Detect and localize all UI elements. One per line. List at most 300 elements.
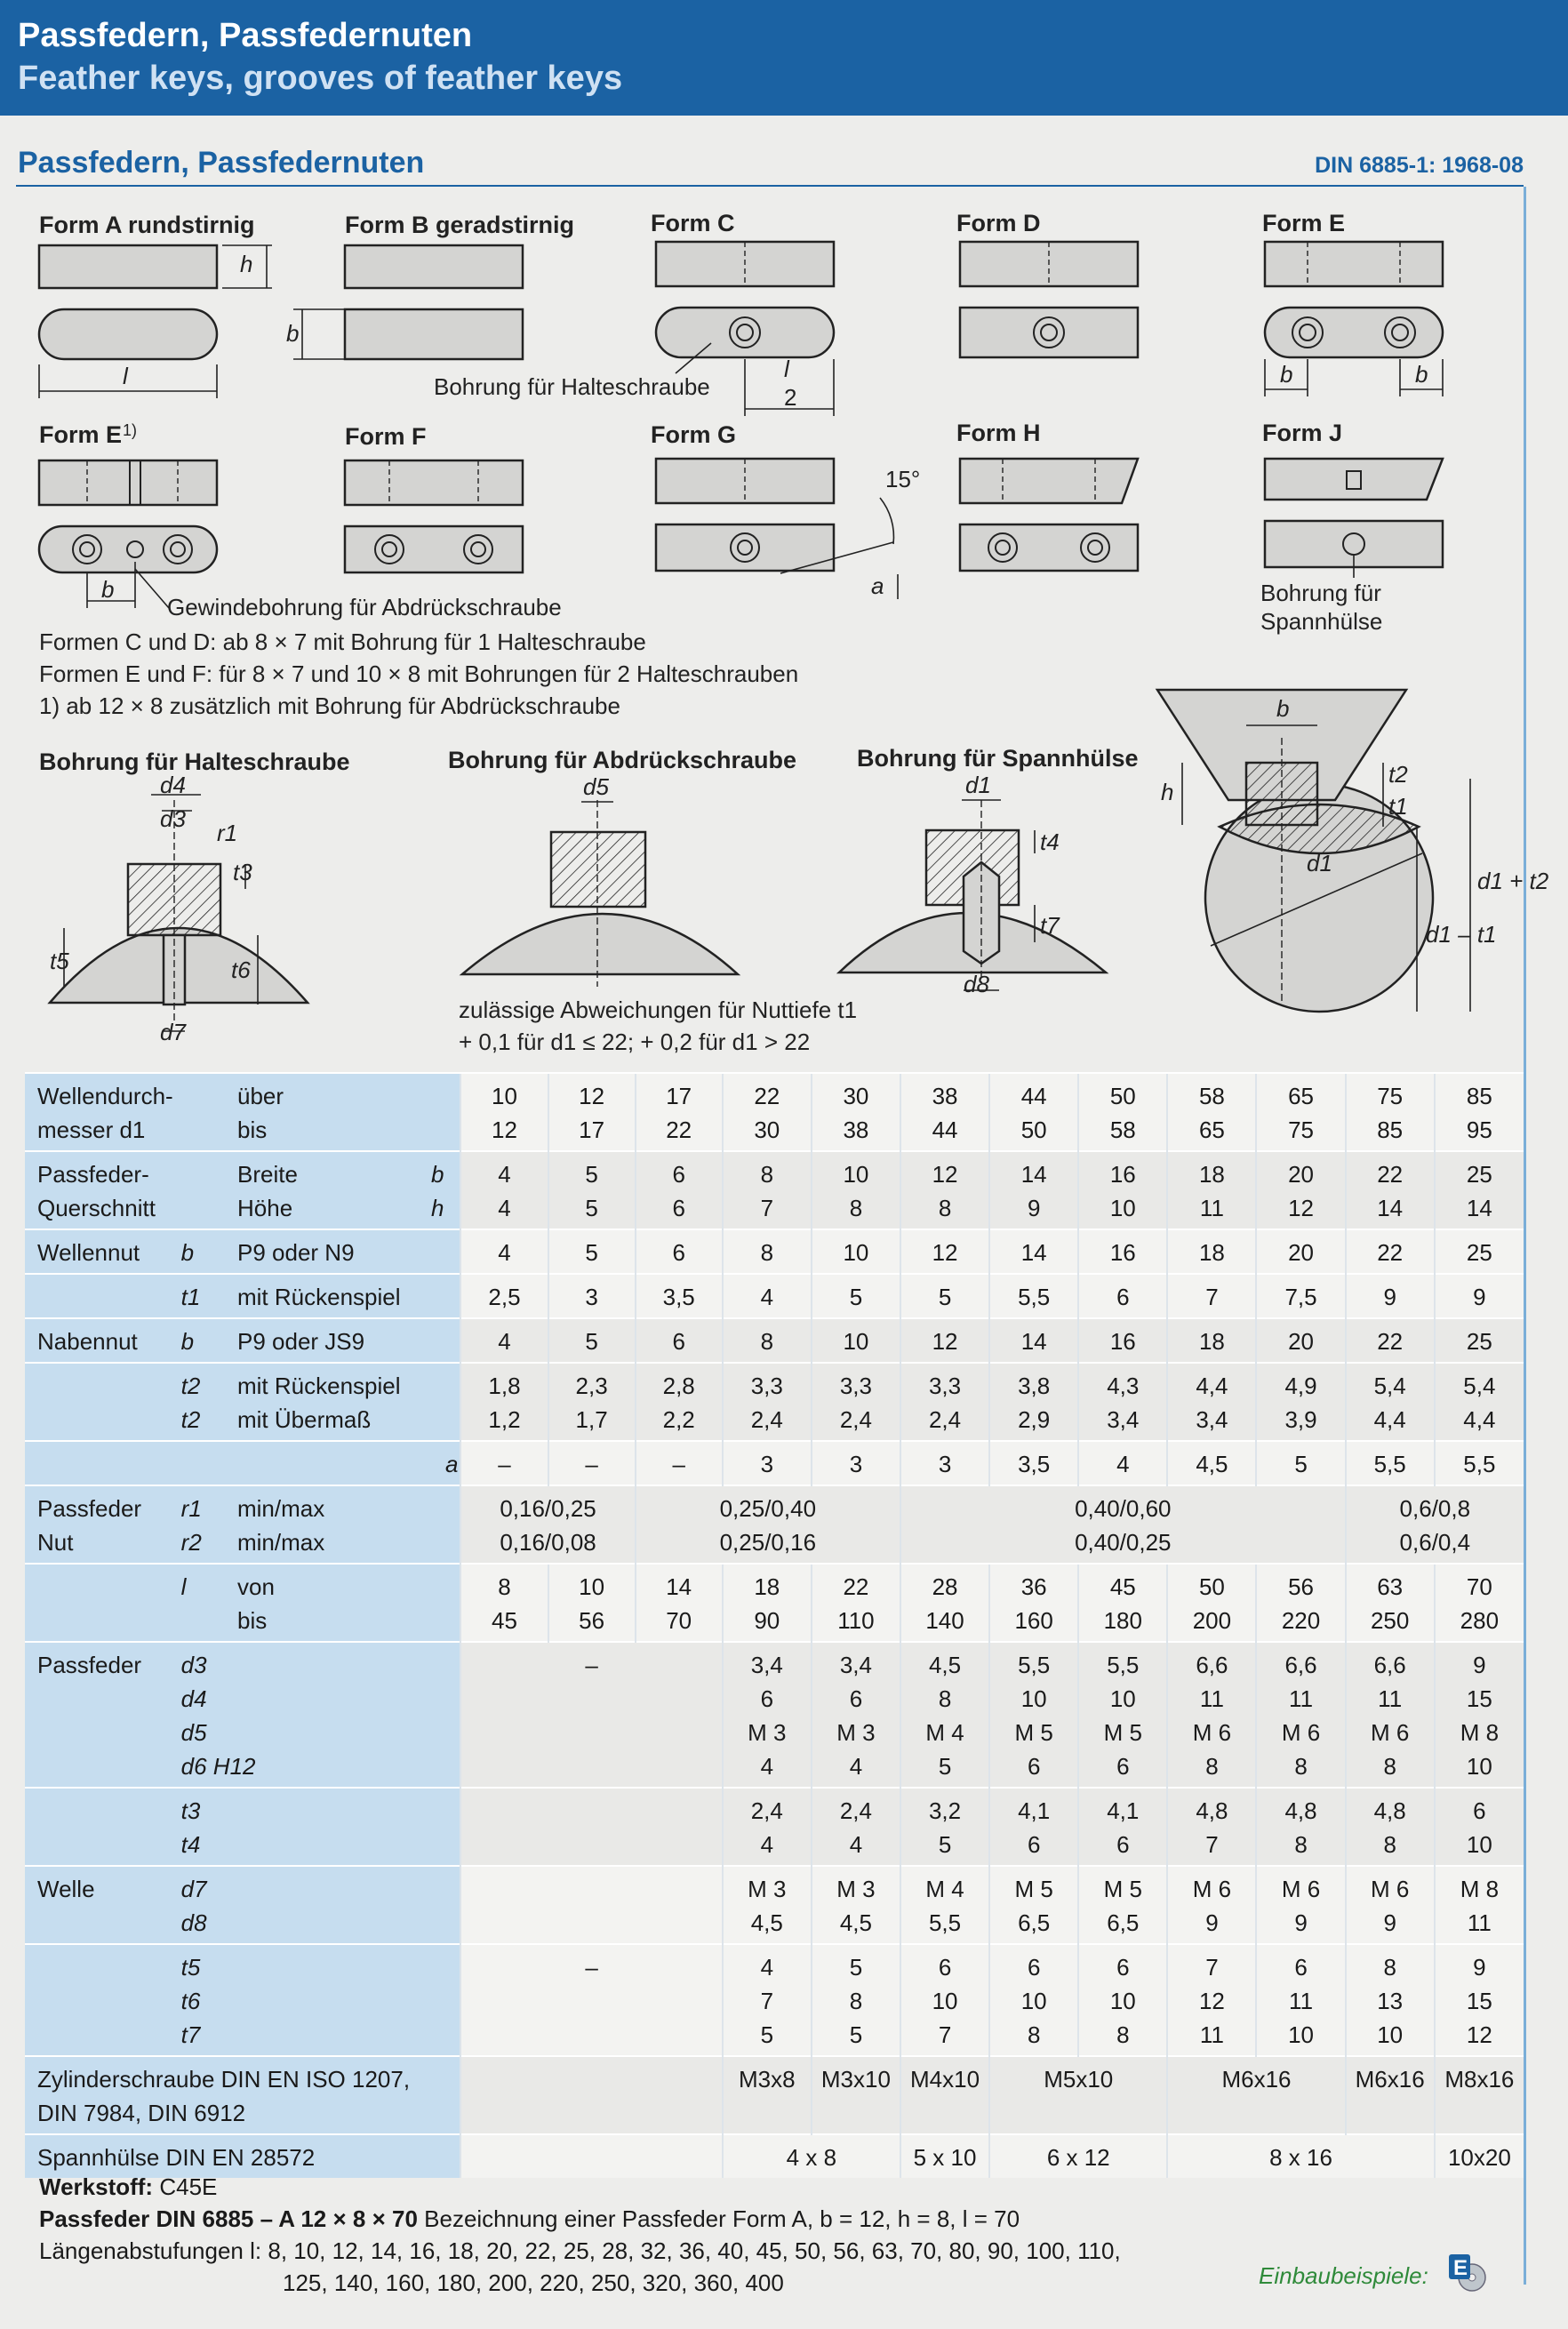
cell-value xyxy=(237,1157,444,1191)
cell-value: 6 xyxy=(1116,1954,1130,1981)
cell-value: 75 xyxy=(1377,1083,1404,1109)
table-cell xyxy=(900,1866,989,1944)
form-g-label: Form G xyxy=(651,421,737,448)
form-b-label: Form B geradstirnig xyxy=(345,212,575,238)
dim-l: l xyxy=(123,363,128,389)
table-cell: M3x10 xyxy=(812,2056,900,2134)
cell-value: 14 xyxy=(1466,1195,1492,1221)
cell-value: Breite xyxy=(237,1161,298,1188)
table-cell xyxy=(900,1363,989,1441)
cell-value: 70 xyxy=(666,1607,692,1634)
table-cell xyxy=(812,1151,900,1229)
table-cell xyxy=(1346,1151,1435,1229)
cell-value: 8 xyxy=(1383,1954,1396,1981)
row-wellennut-b xyxy=(25,1229,1524,1274)
cell-value: d5 xyxy=(180,1719,207,1746)
table-cell xyxy=(548,1564,636,1642)
cell-value: mit Übermaß xyxy=(237,1406,372,1433)
cell-value: 22 xyxy=(843,1573,869,1600)
table-cell: 8 xyxy=(723,1318,812,1363)
table-cell xyxy=(1435,1073,1524,1151)
detail-d3: d3 xyxy=(160,805,186,832)
cell-value: Querschnitt xyxy=(37,1195,156,1221)
cell-value: M 6 xyxy=(1281,1719,1321,1746)
cell-value: t2 xyxy=(180,1406,201,1433)
table-cell xyxy=(1078,1642,1167,1788)
cell-value: 140 xyxy=(925,1607,964,1634)
cell-value: 22 xyxy=(754,1083,780,1109)
section-t2: t2 xyxy=(1388,761,1408,788)
table-cell: 22 xyxy=(1346,1318,1435,1363)
cell-value: 4 xyxy=(760,1753,774,1780)
cell-value: 38 xyxy=(843,1116,869,1143)
cell-value: 18 xyxy=(754,1573,780,1600)
cell-value: 11 xyxy=(1289,1685,1314,1712)
cell-value: 7 xyxy=(760,1988,774,2014)
table-cell xyxy=(1256,1642,1345,1788)
table-cell: 5 xyxy=(548,1318,636,1363)
einbaubeispiele-link[interactable]: Einbaubeispiele: xyxy=(1259,2262,1428,2289)
table-cell xyxy=(900,1564,989,1642)
norm-reference: DIN 6885-1: 1968-08 xyxy=(1315,153,1524,178)
table-cell xyxy=(548,1151,636,1229)
table-cell: 6 xyxy=(636,1229,723,1274)
cell-value: 22 xyxy=(1377,1161,1404,1188)
table-cell xyxy=(1346,1564,1435,1642)
cell-value: 3,4 xyxy=(839,1652,872,1678)
cell-value: 10 xyxy=(1109,1685,1136,1712)
table-cell xyxy=(1167,1363,1256,1441)
cell-value: 11 xyxy=(1289,1988,1314,2014)
table-cell: 7,5 xyxy=(1256,1274,1345,1318)
note-cd: Formen C und D: ab 8 × 7 mit Bohrung für 1 Halteschraube xyxy=(39,628,646,655)
table-cell: 4 x 8 xyxy=(723,2134,900,2178)
cell-value: 6 xyxy=(849,1685,863,1712)
cell-value: 0,40/0,60 xyxy=(1075,1495,1172,1522)
form-h-label: Form H xyxy=(956,420,1041,446)
cell-value: 5 xyxy=(938,1831,952,1858)
cell-value: M 3 xyxy=(836,1876,876,1902)
cell-value: d4 xyxy=(180,1685,207,1712)
table-cell: 5,5 xyxy=(1435,1441,1524,1485)
table-cell: 4 xyxy=(1078,1441,1167,1485)
table-cell xyxy=(989,1866,1078,1944)
cell-value: Nut xyxy=(37,1529,74,1556)
dim-b: b xyxy=(286,320,300,347)
table-cell: l xyxy=(178,1564,234,1642)
detail-d7: d7 xyxy=(160,1019,186,1045)
table-cell: 5 xyxy=(900,1274,989,1318)
cell-value: 5,5 xyxy=(1107,1652,1140,1678)
werkstoff-label: Werkstoff: xyxy=(39,2173,154,2200)
table-cell xyxy=(900,1151,989,1229)
cell-value: M 6 xyxy=(1192,1876,1232,1902)
cell-value: 12 xyxy=(579,1083,605,1109)
table-cell xyxy=(460,1073,548,1151)
table-cell xyxy=(25,1073,178,1151)
detail-d5: d5 xyxy=(583,773,609,800)
cell-value: 15 xyxy=(1466,1685,1492,1712)
cell-value: 8 xyxy=(1205,1753,1219,1780)
form-f-label: Form F xyxy=(345,423,427,450)
row-a xyxy=(25,1441,1524,1485)
table-cell xyxy=(812,1866,900,1944)
cell-value: 65 xyxy=(1288,1083,1314,1109)
cell-value: 6 xyxy=(1116,1831,1130,1858)
cell-value: 25 xyxy=(1466,1161,1492,1188)
form-f-top-view xyxy=(345,526,523,572)
cell-value: 8 xyxy=(1294,1831,1308,1858)
form-f-side-view xyxy=(345,460,523,505)
cell-value xyxy=(237,1191,444,1225)
detail-t4: t4 xyxy=(1040,828,1060,855)
table-cell xyxy=(1256,1866,1345,1944)
table-cell xyxy=(1167,1151,1256,1229)
table-cell xyxy=(900,1788,989,1866)
cell-value: 17 xyxy=(666,1083,692,1109)
table-cell xyxy=(636,1151,723,1229)
cell-value: 0,16/0,08 xyxy=(500,1529,596,1556)
table-cell xyxy=(1435,1151,1524,1229)
table-cell xyxy=(460,1866,722,1944)
cell-value: 11 xyxy=(1199,1195,1224,1221)
table-cell: 14 xyxy=(989,1229,1078,1274)
table-cell xyxy=(178,1151,234,1229)
table-cell xyxy=(25,1274,178,1318)
table-cell: 18 xyxy=(1167,1318,1256,1363)
annotation-spannhuelse-2: Spannhülse xyxy=(1260,608,1383,635)
table-cell: 5 xyxy=(812,1274,900,1318)
table-cell xyxy=(1346,1944,1435,2056)
cell-value: h xyxy=(430,1195,444,1221)
table-cell: 4 xyxy=(460,1318,548,1363)
cell-value: 6 xyxy=(938,1954,952,1981)
cell-value: d6 H12 xyxy=(180,1753,256,1780)
cell-value: 30 xyxy=(754,1116,780,1143)
cell-value: 2,4 xyxy=(839,1406,872,1433)
table-cell xyxy=(1346,1642,1435,1788)
cell-value: Passfeder xyxy=(37,1495,142,1522)
cell-value: 14 xyxy=(666,1573,692,1600)
cell-value: 12 xyxy=(932,1161,958,1188)
table-cell xyxy=(723,1944,812,2056)
cell-value: 8 xyxy=(938,1195,952,1221)
table-cell xyxy=(25,1485,178,1564)
table-cell: 5,5 xyxy=(1346,1441,1435,1485)
cell-value: 45 xyxy=(492,1607,517,1634)
row-radien xyxy=(25,1485,1524,1564)
cell-value: 6,6 xyxy=(1284,1652,1317,1678)
cell-value: bis xyxy=(237,1116,268,1143)
table-cell xyxy=(548,1363,636,1441)
table-cell xyxy=(1256,1788,1345,1866)
cell-value: 3,8 xyxy=(1018,1373,1051,1399)
cell-value: 8 xyxy=(938,1685,952,1712)
table-cell: 10 xyxy=(812,1229,900,1274)
cell-value: 9 xyxy=(1205,1909,1219,1936)
cell-value: 6,5 xyxy=(1018,1909,1051,1936)
row-passfeder-bohrung xyxy=(25,1642,1524,1788)
table-cell xyxy=(723,1564,812,1642)
cell-value: min/max xyxy=(237,1495,325,1522)
table-cell xyxy=(1167,1564,1256,1642)
table-cell xyxy=(178,1788,461,1866)
table-cell: M3x8 xyxy=(723,2056,812,2134)
detail-abdrueck-title: Bohrung für Abdrückschraube xyxy=(448,747,797,773)
title-english: Feather keys, grooves of feather keys xyxy=(18,60,623,97)
table-cell: 5 xyxy=(1256,1441,1345,1485)
cell-value: mit Rückenspiel xyxy=(237,1373,401,1399)
table-cell xyxy=(1256,1151,1345,1229)
laengen-label: Längenabstufungen l: xyxy=(39,2237,262,2264)
bezeichnung-bold: Passfeder DIN 6885 – A 12 × 8 × 70 xyxy=(39,2205,418,2232)
cell-value: DIN 7984, DIN 6912 xyxy=(37,2100,246,2126)
tolerance-line-2: + 0,1 für d1 ≤ 22; + 0,2 für d1 > 22 xyxy=(459,1028,811,1055)
cell-value: 36 xyxy=(1020,1573,1047,1600)
form-h-top-view xyxy=(960,524,1138,571)
cell-value: 38 xyxy=(932,1083,958,1109)
annotation-halteschraube: Bohrung für Halteschraube xyxy=(434,373,710,400)
table-cell: 7 xyxy=(1167,1274,1256,1318)
table-cell xyxy=(989,1944,1078,2056)
table-cell xyxy=(25,2056,460,2134)
table-cell xyxy=(1435,1788,1524,1866)
disc-e-icon[interactable] xyxy=(1447,2253,1486,2292)
cell-value: 4 xyxy=(760,1954,774,1981)
table-cell: 3,5 xyxy=(636,1274,723,1318)
cell-value: M 8 xyxy=(1460,1876,1500,1902)
table-cell xyxy=(723,1073,812,1151)
table-cell xyxy=(1435,1363,1524,1441)
section-title: Passfedern, Passfedernuten xyxy=(18,146,425,180)
cell-value: 56 xyxy=(579,1607,605,1634)
cell-value: 10 xyxy=(579,1573,605,1600)
table-cell: Wellennut xyxy=(25,1229,178,1274)
dim-b-e-left: b xyxy=(1280,361,1293,388)
table-cell xyxy=(1167,1642,1256,1788)
cell-value: 5,4 xyxy=(1373,1373,1406,1399)
form-e1-label: Form E xyxy=(39,421,123,448)
cell-value: 11 xyxy=(1467,1909,1492,1936)
title-german: Passfedern, Passfedernuten xyxy=(18,17,473,54)
cell-value: 10 xyxy=(492,1083,517,1109)
cell-value: 10 xyxy=(932,1988,958,2014)
table-cell xyxy=(1346,1866,1435,1944)
table-cell: b xyxy=(178,1229,234,1274)
cell-value: 9 xyxy=(1473,1652,1486,1678)
form-j-label: Form J xyxy=(1262,420,1343,446)
form-e1-side-view xyxy=(39,460,217,505)
table-cell xyxy=(234,1073,460,1151)
cell-value: 14 xyxy=(1020,1161,1047,1188)
row-welle-t5t6t7 xyxy=(25,1944,1524,2056)
cell-value: 8 xyxy=(849,1195,863,1221)
table-cell: – xyxy=(460,1642,722,1788)
cell-value: 4,1 xyxy=(1107,1797,1140,1824)
form-d-label: Form D xyxy=(956,210,1041,236)
table-cell: 4 xyxy=(460,1229,548,1274)
cell-value: 3,3 xyxy=(839,1373,872,1399)
row-welle-d7d8 xyxy=(25,1866,1524,1944)
table-cell xyxy=(460,1363,548,1441)
table-cell xyxy=(1435,1866,1524,1944)
cell-value: über xyxy=(237,1083,284,1109)
table-cell xyxy=(1078,1151,1167,1229)
cell-value: 5,5 xyxy=(1018,1652,1051,1678)
cell-value: M 6 xyxy=(1281,1876,1321,1902)
cell-value: 18 xyxy=(1198,1161,1225,1188)
table-cell: 6 xyxy=(636,1318,723,1363)
cell-value: 1,2 xyxy=(488,1406,521,1433)
table-cell: 9 xyxy=(1435,1274,1524,1318)
cell-value: 4,4 xyxy=(1196,1373,1228,1399)
cell-value: 3,3 xyxy=(750,1373,783,1399)
table-cell xyxy=(178,1944,461,2056)
table-cell xyxy=(812,1944,900,2056)
cell-value: 6 xyxy=(760,1685,774,1712)
table-cell: 20 xyxy=(1256,1229,1345,1274)
cell-value: 2,4 xyxy=(750,1797,783,1824)
cell-value: d7 xyxy=(180,1876,207,1902)
cell-value: 50 xyxy=(1109,1083,1136,1109)
cell-value: M 6 xyxy=(1371,1719,1410,1746)
table-cell xyxy=(1435,1944,1524,2056)
cell-value: M 3 xyxy=(748,1876,787,1902)
form-c-top-view xyxy=(656,308,834,357)
table-cell xyxy=(1167,1866,1256,1944)
cell-value: 45 xyxy=(1109,1573,1136,1600)
detail-t3: t3 xyxy=(233,859,252,885)
werkstoff-value: C45E xyxy=(159,2173,218,2200)
table-cell: M8x16 xyxy=(1435,2056,1524,2134)
cell-value: 250 xyxy=(1370,1607,1410,1634)
cell-value: 4,9 xyxy=(1284,1373,1317,1399)
section-d1-minus-t1: d1 – t1 xyxy=(1426,921,1497,948)
form-c-label: Form C xyxy=(651,210,735,236)
cell-value: M 4 xyxy=(925,1719,964,1746)
row-wellennut-t1 xyxy=(25,1274,1524,1318)
table-cell xyxy=(1435,1642,1524,1788)
cell-value: 5 xyxy=(849,1954,863,1981)
table-cell xyxy=(989,1642,1078,1788)
table-cell xyxy=(1435,1564,1524,1642)
row-zylinderschraube xyxy=(25,2056,1524,2134)
cell-value: 6 xyxy=(1294,1954,1308,1981)
laengen-values-2: 125, 140, 160, 180, 200, 220, 250, 320, 360, 400 xyxy=(283,2269,784,2296)
cell-value: t7 xyxy=(180,2021,201,2048)
cell-value: 2,3 xyxy=(575,1373,608,1399)
table-cell: 3,5 xyxy=(989,1441,1078,1485)
table-cell xyxy=(1078,1363,1167,1441)
cell-value: 4,5 xyxy=(928,1652,962,1678)
row-wellendurchmesser xyxy=(25,1073,1524,1151)
table-cell: mit Rückenspiel xyxy=(234,1274,460,1318)
cell-value: 10 xyxy=(1377,2021,1404,2048)
cell-value: 0,40/0,25 xyxy=(1075,1529,1172,1556)
cell-value: 5,4 xyxy=(1463,1373,1496,1399)
cell-value: 30 xyxy=(843,1083,869,1109)
table-cell: M6x16 xyxy=(1346,2056,1435,2134)
cell-value: 10 xyxy=(1020,1685,1047,1712)
table-cell: Passfeder xyxy=(25,1642,178,1788)
tolerance-line-1: zulässige Abweichungen für Nuttiefe t1 xyxy=(459,996,858,1023)
table-cell xyxy=(234,1564,460,1642)
cell-value: 4 xyxy=(760,1831,774,1858)
table-cell: 4 xyxy=(723,1274,812,1318)
table-cell: 5,5 xyxy=(989,1274,1078,1318)
table-cell: 3 xyxy=(812,1441,900,1485)
cell-value: 65 xyxy=(1198,1116,1225,1143)
cell-value: 56 xyxy=(1288,1573,1314,1600)
table-cell: M6x16 xyxy=(1167,2056,1345,2134)
section-h: h xyxy=(1161,779,1174,805)
table-cell xyxy=(1256,1363,1345,1441)
table-cell xyxy=(178,1363,234,1441)
table-cell xyxy=(989,1073,1078,1151)
table-cell xyxy=(460,1485,635,1564)
cell-value: 7 xyxy=(1205,1831,1219,1858)
table-cell xyxy=(25,1363,178,1441)
table-cell: Welle xyxy=(25,1866,178,1944)
table-cell xyxy=(1346,1363,1435,1441)
cell-value: 5 xyxy=(849,2021,863,2048)
disc-e-letter: E xyxy=(1453,2256,1468,2280)
table-cell xyxy=(723,1642,812,1788)
cell-value: 5 xyxy=(585,1161,598,1188)
cell-value: M 5 xyxy=(1103,1876,1142,1902)
cell-value: 220 xyxy=(1281,1607,1321,1634)
laengen-values-1: 8, 10, 12, 14, 16, 18, 20, 22, 25, 28, 32, 36, 40, 45, 50, 56, 63, 70, 80, 90, 100, 110, xyxy=(268,2237,1121,2264)
table-cell xyxy=(989,1363,1078,1441)
cell-value: 2,4 xyxy=(839,1797,872,1824)
section-b: b xyxy=(1276,695,1290,722)
cell-value: 6 xyxy=(672,1161,685,1188)
row-querschnitt xyxy=(25,1151,1524,1229)
table-cell: – xyxy=(636,1441,723,1485)
table-cell xyxy=(1256,1073,1345,1151)
cell-value: M 8 xyxy=(1460,1719,1500,1746)
cell-value: t3 xyxy=(180,1797,201,1824)
cell-value: M 3 xyxy=(748,1719,787,1746)
cell-value: 8 xyxy=(1116,2021,1130,2048)
cell-value: 1,8 xyxy=(488,1373,521,1399)
cell-value: 8 xyxy=(1027,2021,1041,2048)
table-cell xyxy=(1078,1866,1167,1944)
table-cell xyxy=(723,1363,812,1441)
table-cell xyxy=(636,1485,900,1564)
cell-value: 8 xyxy=(498,1573,511,1600)
detail-d8: d8 xyxy=(964,971,989,997)
table-cell xyxy=(1167,1944,1256,2056)
cell-value: 2,9 xyxy=(1018,1406,1051,1433)
annotation-gewinde: Gewindebohrung für Abdrückschraube xyxy=(167,594,562,620)
cell-value: 0,25/0,16 xyxy=(719,1529,817,1556)
table-cell: Spannhülse DIN EN 28572 xyxy=(25,2134,460,2178)
cell-value: 11 xyxy=(1199,1685,1224,1712)
table-cell xyxy=(1346,1485,1524,1564)
cell-value: 10 xyxy=(843,1161,869,1188)
cell-value: 8 xyxy=(1383,1753,1396,1780)
table-cell: 9 xyxy=(1346,1274,1435,1318)
table-cell: – xyxy=(548,1441,636,1485)
cell-value: 22 xyxy=(666,1116,692,1143)
detail-t6: t6 xyxy=(231,956,251,983)
cell-value: 4 xyxy=(498,1195,511,1221)
table-cell xyxy=(460,1788,722,1866)
annotation-spannhuelse-1: Bohrung für xyxy=(1260,580,1381,606)
cell-value: 0,16/0,25 xyxy=(500,1495,596,1522)
cell-value: M 5 xyxy=(1014,1876,1053,1902)
